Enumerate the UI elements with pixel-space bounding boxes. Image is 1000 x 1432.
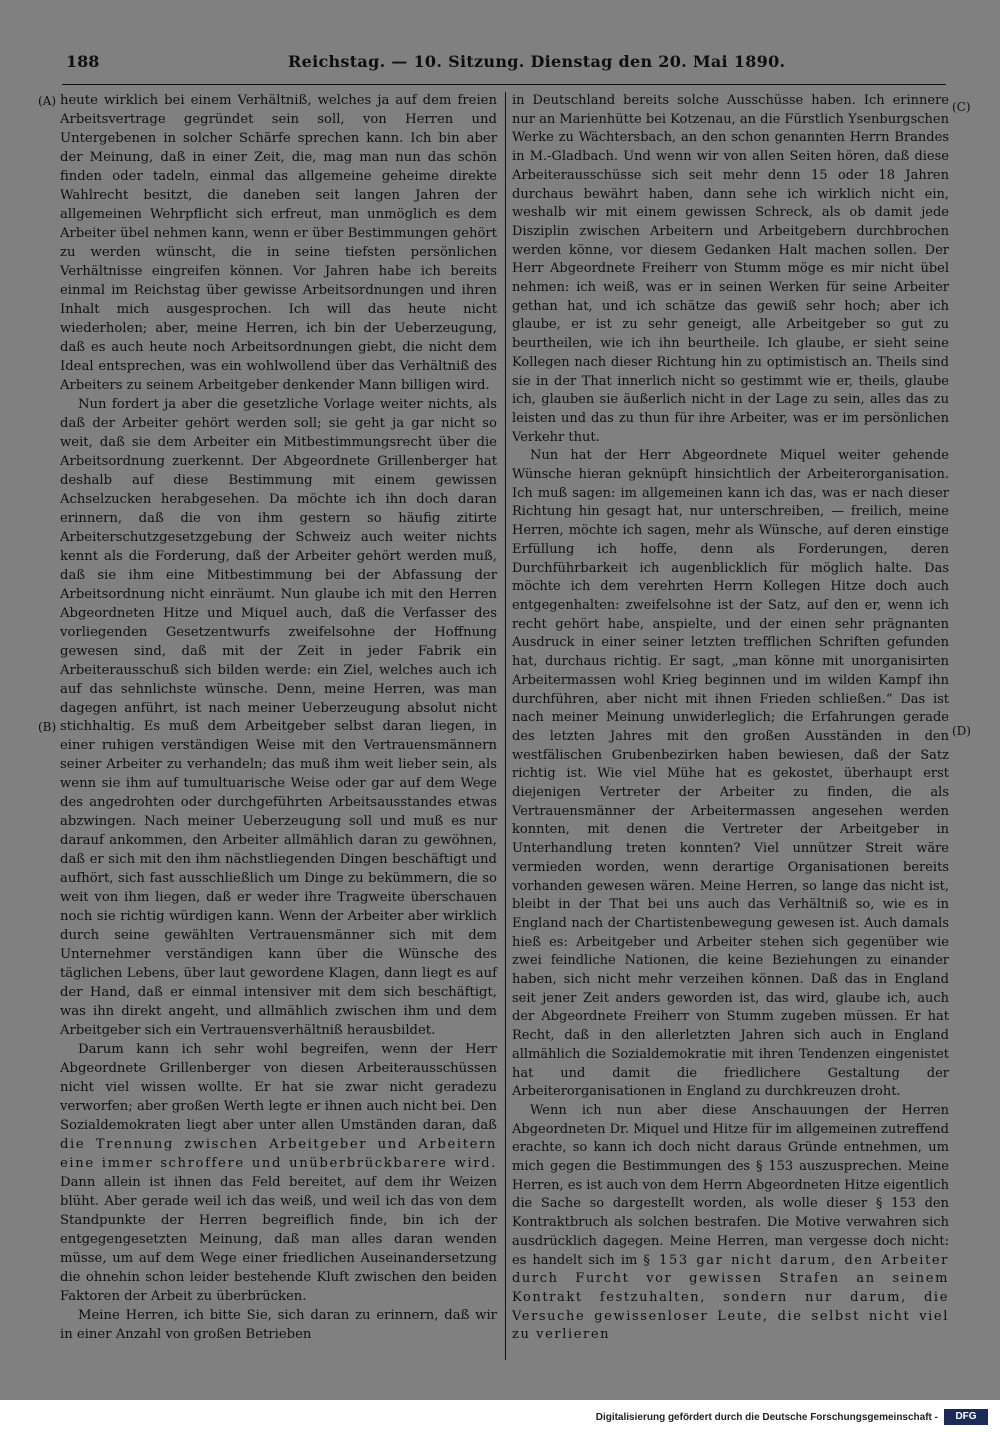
paragraph: Nun hat der Herr Abgeordnete Miquel weiter gehende Wünsche hieran geknüpft hinsichtlich der Arbeiterorganisation. Ich muß sagen: im allgemeinen kann ich das, was er nach dieser Richtung hin gesagt hat, nur unterschreiben, — freilich, meine Herren, möchte ich sagen, mehr als Wünsche, auf deren einstige Erfüllung ich hoffe, denn als Forderungen, deren Durchführbarkeit ich augenblicklich für möglich halte. Das möchte ich dem verehrten Herrn Kollegen Hitze doch auch entgegenhalten: zweifelsohne ist der Satz, auf den er, wenn ich recht gehört habe, anspielte, und der einen sehr prägnanten Ausdruck in einer seiner letzten trefflichen Schriften gefunden hat, durchaus richtig. Er sagt, „man könne mit unorganisirten Arbeitermassen wohl Krieg beginnen und im wilden Kampf ihn durchführen, aber nicht mit ihnen Frieden schließen.“ Das ist nach meiner Meinung unwiderleglich; die Erfahrungen gerade des letzten Jahres mit den großen Ausständen in den westfälischen Grubenbezirken haben bewiesen, daß der Satz richtig ist. Wie viel Mühe hat es gekostet, überhaupt erst diejenigen Vertreter der Arbeiter zu finden, die als Vertrauensmänner der Arbeitermassen angesehen werden konnten, mit denen die Vertreter der Arbeitgeber in Unterhandlung treten konnten? Viel unnützer Streit wäre vermieden worden, wenn derartige Organisationen bereits vorhanden gewesen wären. Meine Herren, so lange das nicht ist, bleibt in der That bei uns auch das Verhältniß so, wie es in England nach der Chartistenbewegung gewesen ist. Auch damals hieß es: Arbeitgeber und Arbeiter stehen sich gegenüber wie zwei feindliche Nationen, die keine Beziehungen zu einander haben, sich nicht mehr verzeihen können. Daß das in England seit jener Zeit anders geworden ist, das wird, glaube ich, auch der Abgeordnete Freiherr von Stumm zugeben müssen. Er hat Recht, daß in den allerletzten Jahren sich auch in England allmählich die Sozialdemokratie mit ihren Tendenzen eingenistet hat und damit die friedlichere Gestaltung der Arbeiterorganisationen in England zu durchkreuzen droht. bbox=[512, 448, 949, 1100]
page-number: 188 bbox=[66, 52, 100, 71]
dfg-logo: DFG bbox=[944, 1409, 988, 1425]
margin-mark-a: (A) bbox=[38, 94, 57, 108]
footer-credit: Digitalisierung gefördert durch die Deutsche Forschungsgemeinschaft - bbox=[595, 1412, 938, 1423]
emphasized-text: die Trennung zwischen Arbeitgeber und Arbeitern eine immer schroffere und unüberbrückbarere wird. bbox=[60, 1137, 497, 1172]
paragraph: Nun fordert ja aber die gesetzliche Vorlage weiter nichts, als daß der Arbeiter gehört werden soll; sie geht ja gar nicht so weit, daß sie dem Arbeiter ein Mitbestimmungsrecht über die Arbeitsordnung zuerkennt. Der Abgeordnete Grillenberger hat deshalb auf diese Bestimmung mit einem gewissen Achselzucken herabgesehen. Da möchte ich ihn doch daran erinnern, daß die von ihm gestern so häufig zitirte Arbeiterschutzgesetzgebung der Schweiz auch weiter nichts kennt als die Forderung, daß der Arbeiter gehört werden muß, daß sie ihm eine Mitbestimmung bei der Abfassung der Arbeitsordnung nicht einräumt. Nun glaube ich mit den Herren Abgeordneten Hitze und Miquel auch, daß die Verfasser des vorliegenden Gesetzentwurfs zweifelsohne der Hoffnung gewesen sind, daß mit der Zeit in jeder Fabrik ein Arbeiterausschuß sich bilden werde: ein Ziel, welches auch ich auf das sehnlichste wünsche. Denn, meine Herren, was man dagegen anführt, ist nach meiner Ueberzeugung absolut nicht stichhaltig. Es muß dem Arbeitgeber selbst daran liegen, in einer ruhigen verständigen Weise mit den Vertrauensmännern seiner Arbeiter zu verhandeln; das muß ihm weit lieber sein, als wenn sie ihm auf tumultuarische Weise oder gar auf dem Wege des angedrohten oder durchgeführten Arbeitsausstandes etwas abzwingen. Nach meiner Ueberzeugung soll und muß es nur darauf ankommen, den Arbeiter allmählich daran zu gewöhnen, daß er sich mit den ihm nächstliegenden Dingen beschäftigt und aufhört, sich fast ausschließlich um Dinge zu bekümmern, die so weit von ihm liegen, daß er weder ihre Tragweite überschauen noch sie richtig würdigen kann. Wenn der Arbeiter aber wirklich durch seine gewählten Vertrauensmänner sich mit dem Unternehmer verständigen kann über die Wünsche des täglichen Lebens, über laut gewordene Klagen, dann liegt es auf der Hand, daß er einmal intensiver mit dem sich beschäftigt, was ihn direkt angeht, und allmählich zwischen ihm und dem Arbeitgeber sich ein Vertrauensverhältniß herausbildet. bbox=[60, 396, 497, 1039]
paragraph: in Deutschland bereits solche Ausschüsse haben. Ich erinnere nur an Marienhütte bei Kotzenau, an die Fürstlich Ysenburgschen Werke zu Wächtersbach, an den schon genannten Herrn Brandes in M.-Gladbach. Und wenn wir von allen Seiten hören, daß diese Arbeiterausschüsse sich seit mehr denn 15 oder 18 Jahren durchaus bewährt haben, dann sehe ich wirklich nicht ein, weshalb wir mit einem gewissen Schreck, als ob damit jede Disziplin zwischen Arbeitern und Arbeitgebern durchbrochen werden könne, vor diesem Gedanken Halt machen sollen. Der Herr Abgeordnete Freiherr von Stumm möge es mir nicht übel nehmen: ich weiß, was er in seinen Werken für seine Arbeiter gethan hat, und ich schätze das gewiß sehr hoch; aber ich glaube, er ist zu sehr geneigt, alle Arbeitgeber so gut zu beurtheilen, wie ich ihn beurtheile. Ich glaube, er sieht seine Kollegen nach dieser Richtung hin zu optimistisch an. Theils sind sie in der That innerlich nicht so gestimmt wie er, theils, glaube ich, glauben sie äußerlich nicht in der Lage zu sein, alles das zu leisten und das zu thun für ihre Arbeiter, was er im persönlichen Verkehr thut. bbox=[512, 93, 949, 445]
paragraph: heute wirklich bei einem Verhältniß, welches ja auf dem freien Arbeitsvertrage gegründet sein soll, von Herren und Untergebenen in solcher Schärfe sprechen kann. Ich bin aber der Meinung, daß in einer Zeit, die, mag man nun das schön finden oder tadeln, einmal das allgemeine geheime direkte Wahlrecht besitzt, die daneben seit langen Jahren der allgemeinen Wehrpflicht sich erfreut, man unmöglich es dem Arbeiter übel nehmen kann, wenn er über Bestimmungen gehört zu werden wünscht, die in seine tiefsten persönlichen Verhältnisse eingreifen können. Vor Jahren habe ich bereits einmal im Reichstag über gewisse Arbeitsordnungen und ihren Inhalt mich ausgesprochen. Ich will das heute nicht wiederholen; aber, meine Herren, ich bin der Ueberzeugung, daß es auch heute noch Arbeitsordnungen giebt, die nicht dem Ideal entsprechen, was ein wohlwollend über das Verhältniß des Arbeiters zu seinem Arbeitgeber denkender Mann billigen wird. bbox=[60, 93, 497, 393]
paragraph: Meine Herren, ich bitte Sie, sich daran zu erinnern, daß wir in einer Anzahl von großen Betrieben bbox=[60, 1308, 497, 1342]
right-column bbox=[512, 92, 949, 1345]
header-rule bbox=[62, 84, 946, 85]
column-divider bbox=[505, 92, 506, 1360]
margin-mark-d: (D) bbox=[952, 724, 971, 738]
margin-mark-c: (C) bbox=[952, 100, 971, 114]
margin-mark-b: (B) bbox=[38, 720, 57, 734]
page-header bbox=[66, 48, 946, 78]
footer bbox=[0, 1400, 1000, 1432]
page-title: Reichstag. — 10. Sitzung. Dienstag den 20. Mai 1890. bbox=[288, 52, 786, 71]
paragraph: Darum kann ich sehr wohl begreifen, wenn der Herr Abgeordnete Grillenberger von diesen Arbeiterausschüssen nicht viel wissen wollte. Er hat sie zwar nicht geradezu verworfen; aber großen Werth legte er ihnen auch nicht bei. Den Sozialdemokraten liegt aber unter allen Umständen daran, daß die Trennung zwischen Arbeitgeber und Arbeitern eine immer schroffere und unüberbrückbarere wird. Dann allein ist ihnen das Feld bereitet, auf dem ihr Weizen blüht. Aber gerade weil ich das weiß, und weil ich das von dem Standpunkte der Herren begreiflich finde, bin ich der entgegengesetzten Meinung, daß man alles daran wenden müsse, um auf dem Wege einer friedlichen Auseinandersetzung die ohnehin schon leider bestehende Kluft zwischen den beiden Faktoren der Arbeit zu überbrücken. bbox=[60, 1042, 497, 1305]
emphasized-text: § 153 gar nicht darum, den Arbeiter durch Furcht vor gewissen Strafen an seinem Kontrakt festzuhalten, sondern nur darum, die Versuche gewissenloser Leute, die selbst nicht viel zu verlieren bbox=[512, 1252, 949, 1343]
left-column bbox=[60, 92, 497, 1345]
paragraph: Wenn ich nun aber diese Anschauungen der Herren Abgeordneten Dr. Miquel und Hitze für im allgemeinen zutreffend erachte, so kann ich doch nicht daraus Gründe entnehmen, um mich gegen die Bestimmungen des § 153 auszusprechen. Meine Herren, es ist auch von dem Herrn Abgeordneten Hitze eigentlich die Sache so dargestellt worden, als wolle dieser § 153 den Kontraktbruch als solchen bestrafen. Die Motive verwahren sich ausdrücklich dagegen. Meine Herren, man vergesse doch nicht: es handelt sich im § 153 gar nicht darum, den Arbeiter durch Furcht vor gewissen Strafen an seinem Kontrakt festzuhalten, sondern nur darum, die Versuche gewissenloser Leute, die selbst nicht viel zu verlieren bbox=[512, 1102, 949, 1343]
